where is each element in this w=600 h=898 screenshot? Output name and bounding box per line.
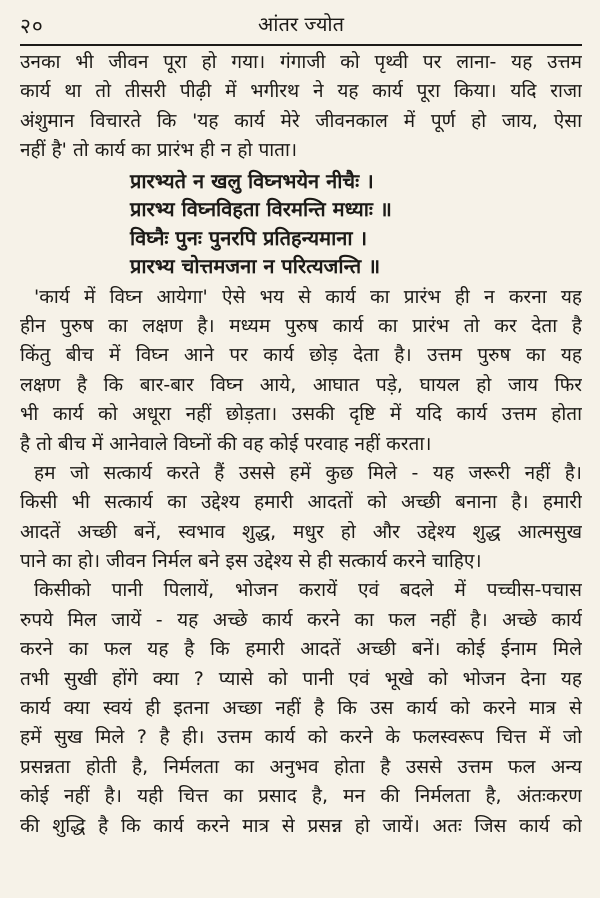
text-line: तभी सुखी होंगे क्या ? प्यासे को पानी एवं भूखे को भोजन देना यह bbox=[20, 667, 582, 690]
paragraph-1 bbox=[20, 48, 582, 166]
text-line: लक्षण है कि बार-बार विघ्न आये, आघात पड़े, घायल हो जाय फिर bbox=[20, 373, 582, 396]
text-line: करने का फल यह है कि हमारी आदतें अच्छी बनें। कोई ईनाम मिले bbox=[20, 638, 582, 661]
text-line: 'कार्य में विघ्न आयेगा' ऐसे भय से कार्य का प्रारंभ ही न करना यह bbox=[34, 285, 582, 308]
verse-line: प्रारभ्य विघ्नविहता विरमन्ति मध्याः ॥ bbox=[130, 197, 392, 222]
text-line: हीन पुरुष का लक्षण है। मध्यम पुरुष कार्य का प्रारंभ तो कर देता है bbox=[20, 314, 582, 337]
paragraph-4 bbox=[20, 576, 582, 841]
running-title: आंतर ज्योत bbox=[258, 12, 344, 36]
text-line: किसी भी सत्कार्य का उद्देश्य हमारी आदतों को अच्छी बनाना है। हमारी bbox=[20, 491, 582, 514]
text-line: कोई नहीं है। यही चित्त का प्रसाद है, मन की निर्मलता है, अंतःकरण bbox=[20, 785, 582, 808]
verse-line: विघ्नैः पुनः पुनरपि प्रतिहन्यमाना । bbox=[130, 225, 368, 250]
text-line: हम जो सत्कार्य करते हैं उससे हमें कुछ मिले - यह जरूरी नहीं है। bbox=[34, 461, 582, 484]
text-line: आदतें अच्छी बनें, स्वभाव शुद्ध, मधुर हो और उद्देश्य शुद्ध आत्मसुख bbox=[20, 520, 582, 543]
text-line: नहीं है' तो कार्य का प्रारंभ ही न हो पाता। bbox=[20, 139, 298, 162]
running-header bbox=[20, 0, 582, 44]
text-line: कार्य क्या स्वयं ही इतना अच्छा नहीं है कि उस कार्य को करने मात्र से bbox=[20, 697, 582, 720]
text-line: भी कार्य को अधूरा नहीं छोड़ता। उसकी दृष्टि में यदि कार्य उत्तम होता bbox=[20, 403, 582, 426]
verse-line: प्रारभ्य चोत्तमजना न परित्यजन्ति ॥ bbox=[130, 254, 381, 279]
sanskrit-verse bbox=[20, 167, 582, 281]
text-line: प्रसन्नता होती है, निर्मलता का अनुभव होता है उससे उत्तम फल अन्य bbox=[20, 755, 582, 778]
text-line: कार्य था तो तीसरी पीढ़ी में भगीरथ ने यह कार्य पूरा किया। यदि राजा bbox=[20, 80, 582, 103]
verse-line: प्रारभ्यते न खलु विघ्नभयेन नीचैः । bbox=[130, 168, 374, 193]
paragraph-2 bbox=[20, 283, 582, 459]
text-line: की शुद्धि है कि कार्य करने मात्र से प्रसन्न हो जायें। अतः जिस कार्य को bbox=[20, 814, 582, 837]
text-line: पाने का हो। जीवन निर्मल बने इस उद्देश्य से ही सत्कार्य करने चाहिए। bbox=[20, 550, 482, 573]
text-line: हमें सुख मिले ? है ही। उत्तम कार्य को करने के फलस्वरूप चित्त में जो bbox=[20, 726, 582, 749]
text-line: अंशुमान विचारते कि 'यह कार्य मेरे जीवनकाल में पूर्ण हो जाय, ऐसा bbox=[20, 109, 582, 132]
text-line: रुपये मिल जायें - यह अच्छे कार्य करने का फल नहीं है। अच्छे कार्य bbox=[20, 608, 582, 631]
text-line: किंतु बीच में विघ्न आने पर कार्य छोड़ देता है। उत्तम पुरुष का यह bbox=[20, 344, 582, 367]
page-number: २० bbox=[20, 14, 44, 38]
text-line: उनका भी जीवन पूरा हो गया। गंगाजी को पृथ्वी पर लाना- यह उत्तम bbox=[20, 51, 582, 73]
header-rule bbox=[20, 44, 582, 46]
body-text bbox=[20, 44, 582, 841]
text-line: किसीको पानी पिलायें, भोजन करायें एवं बदले में पच्चीस-पचास bbox=[34, 579, 582, 602]
paragraph-3 bbox=[20, 459, 582, 577]
text-line: है तो बीच में आनेवाले विघ्नों की वह कोई परवाह नहीं करता। bbox=[20, 432, 432, 455]
